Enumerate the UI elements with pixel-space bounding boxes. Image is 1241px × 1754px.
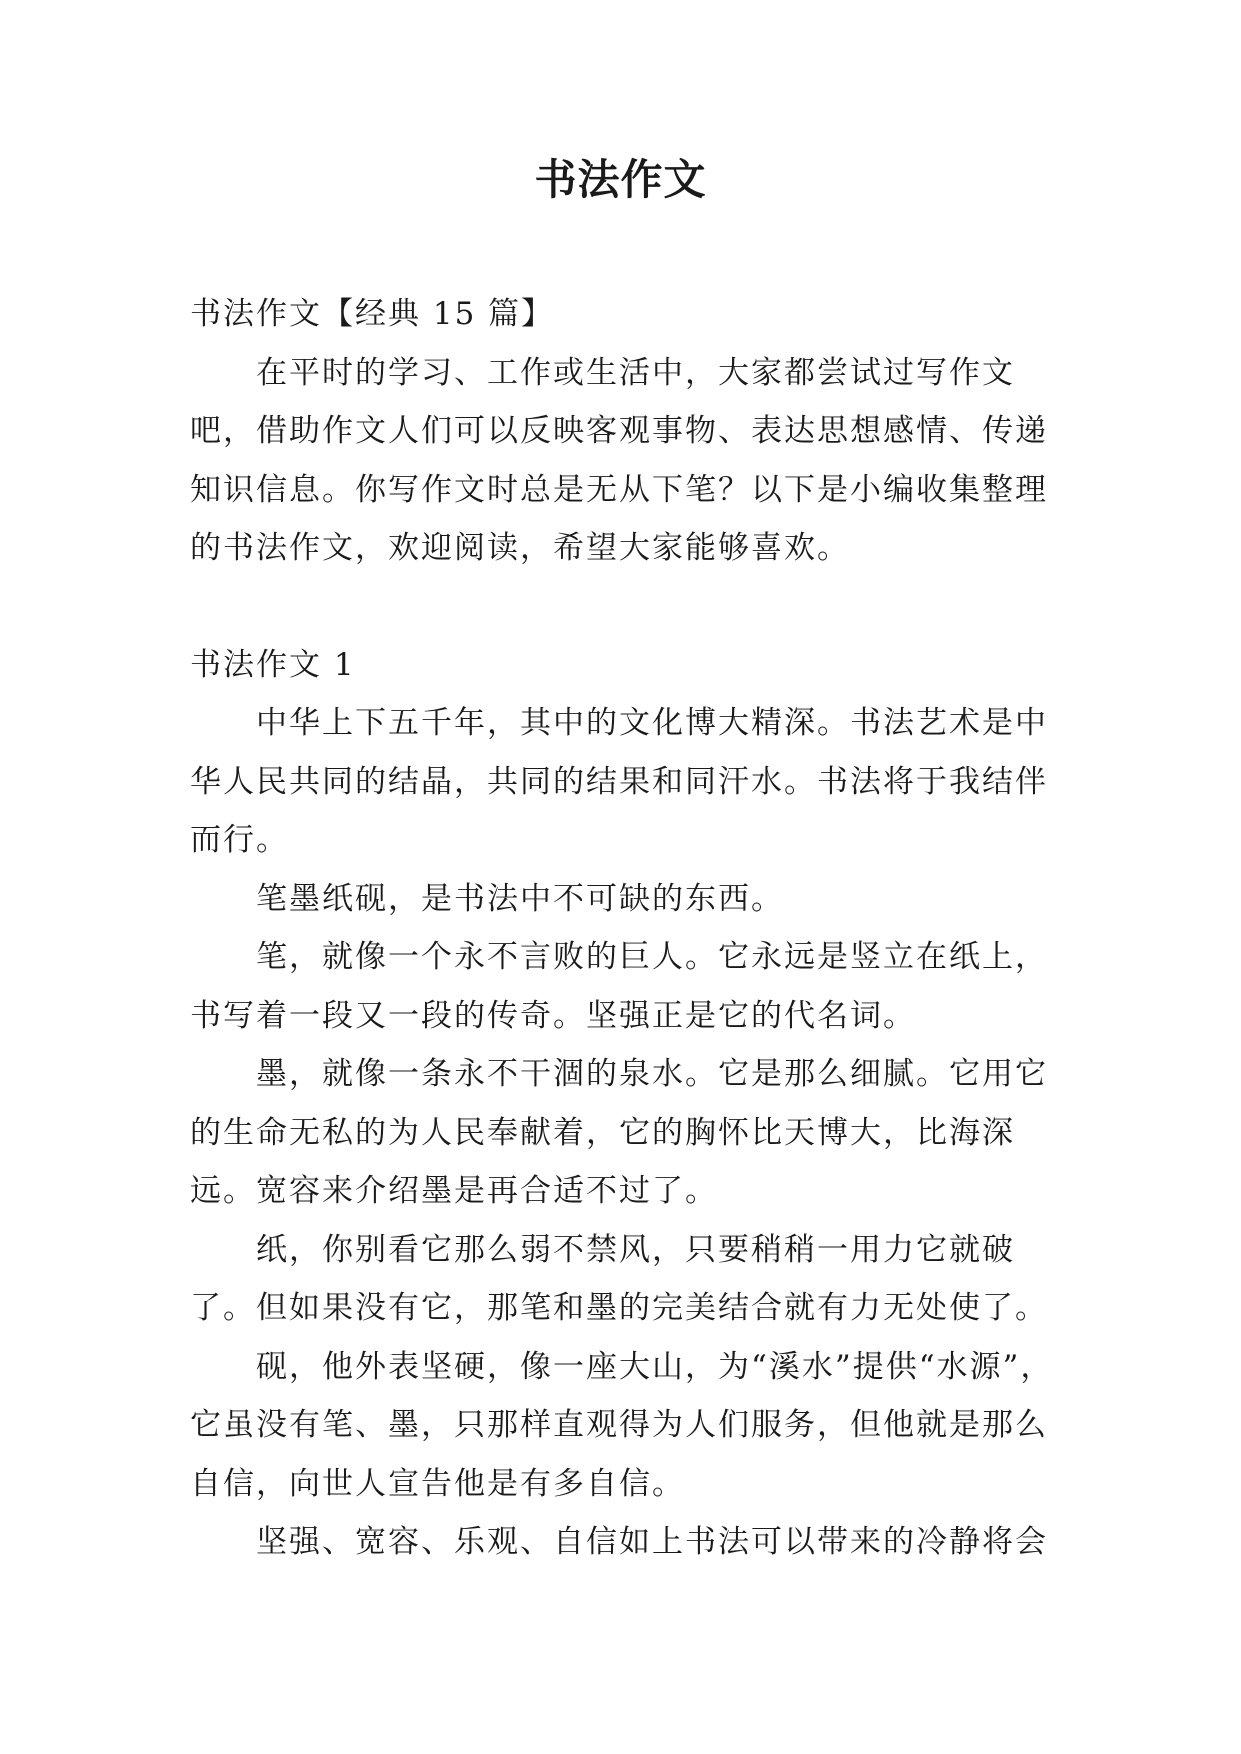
document-body xyxy=(190,285,1060,1572)
body-paragraph: 中华上下五千年，其中的文化博大精深。书法艺术是中华人民共同的结晶，共同的结果和同汗水。书法将于我结伴而行。 xyxy=(190,705,1048,858)
body-paragraph: 墨，就像一条永不干涸的泉水。它是那么细腻。它用它的生命无私的为人民奉献着，它的胸怀比天博大，比海深远。宽容来介绍墨是再合适不过了。 xyxy=(190,1056,1048,1209)
intro-paragraph: 在平时的学习、工作或生活中，大家都尝试过写作文吧，借助作文人们可以反映客观事物、表达思想感情、传递知识信息。你写作文时总是无从下笔？以下是小编收集整理的书法作文，欢迎阅读，希望大家能够喜欢。 xyxy=(190,354,1048,566)
document-title: 书法作文 xyxy=(534,155,707,204)
body-paragraph: 纸，你别看它那么弱不禁风，只要稍稍一用力它就破了。但如果没有它，那笔和墨的完美结合就有力无处使了。 xyxy=(190,1231,1048,1326)
section-heading: 书法作文 1 xyxy=(190,646,356,683)
body-paragraph: 砚，他外表坚硬，像一座大山，为“溪水”提供“水源”，它虽没有笔、墨，只那样直观得为人们服务，但他就是那么自信，向世人宣告他是有多自信。 xyxy=(190,1348,1054,1502)
body-paragraph: 坚强、宽容、乐观、自信如上书法可以带来的冷静将会 xyxy=(256,1524,1048,1560)
body-paragraph: 笔，就像一个永不言败的巨人。它永远是竖立在纸上，书写着一段又一段的传奇。坚强正是它的代名词。 xyxy=(190,939,1048,1034)
document-subtitle: 书法作文【经典 15 篇】 xyxy=(190,296,555,332)
body-paragraph: 笔墨纸砚，是书法中不可缺的东西。 xyxy=(256,880,784,917)
